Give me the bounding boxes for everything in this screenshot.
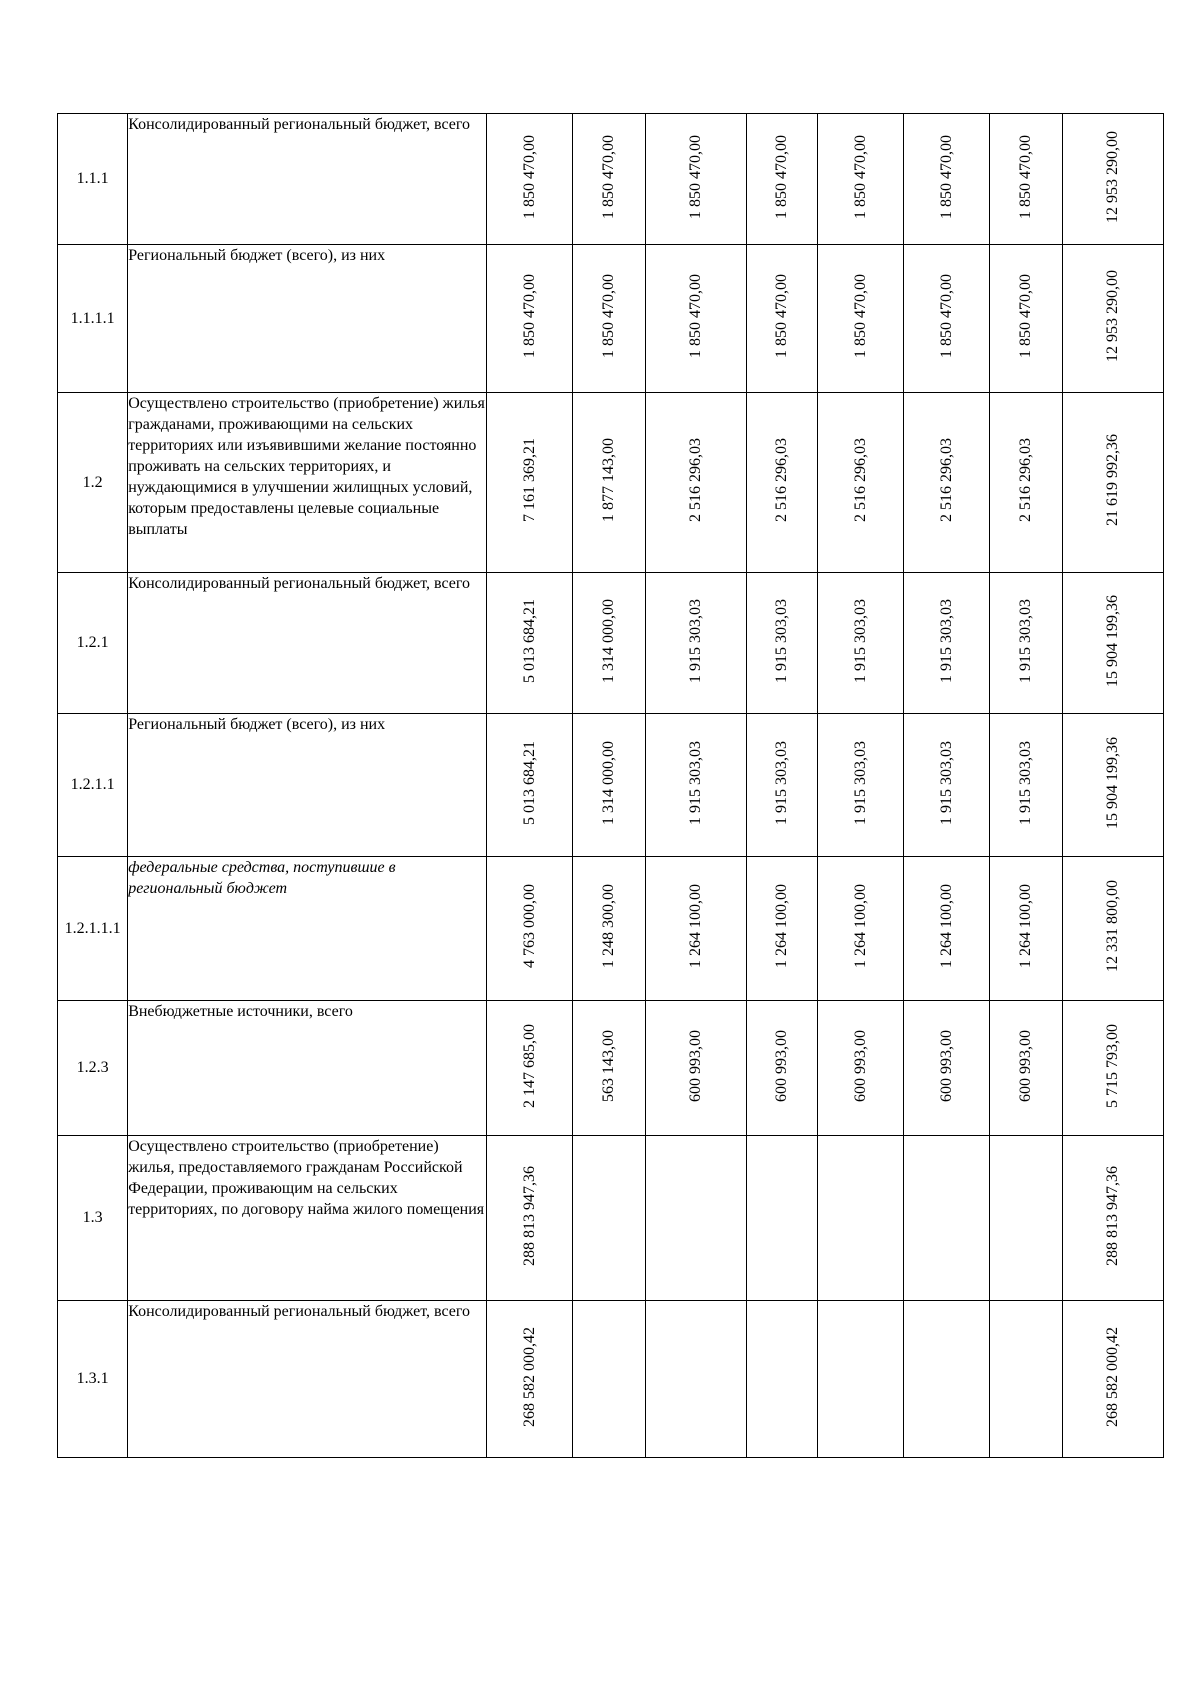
value-text: 1 915 303,03 xyxy=(937,740,955,825)
value-cell xyxy=(990,714,1062,857)
value-text: 1 264 100,00 xyxy=(772,884,790,968)
value-cell xyxy=(645,114,746,245)
value-cell xyxy=(746,245,817,393)
value-cell xyxy=(904,1301,990,1458)
value-text: 1 915 303,03 xyxy=(851,598,869,683)
row-description: Осуществлено строительство (приобретение) жилья, предоставляемого гражданам Российской Федерации, проживающим на сельских территориях, по договору найма жилого помещения xyxy=(128,1136,487,1301)
value-text: 563 143,00 xyxy=(599,1029,617,1102)
row-description: Осуществлено строительство (приобретение) жилья гражданами, проживающими на сельских территориях или изъявившими желание постоянно проживать на сельских территориях, и нуждающимися в улучшении жилищных условий, которым предоставлены целевые социальные выплаты xyxy=(128,393,487,573)
value-cell xyxy=(645,393,746,573)
value-text: 2 516 296,03 xyxy=(686,438,704,522)
value-cell xyxy=(487,1301,573,1458)
value-cell xyxy=(990,245,1062,393)
row-code: 1.1.1.1 xyxy=(58,245,128,393)
value-cell xyxy=(1062,1136,1163,1301)
table-row xyxy=(58,245,1164,393)
value-text: 268 582 000,42 xyxy=(520,1326,538,1427)
value-text: 1 915 303,03 xyxy=(851,740,869,825)
value-cell xyxy=(573,245,645,393)
value-cell xyxy=(645,714,746,857)
table-row xyxy=(58,573,1164,714)
value-cell xyxy=(1062,393,1163,573)
value-text: 1 915 303,03 xyxy=(1017,740,1035,825)
value-text: 12 953 290,00 xyxy=(1103,130,1121,223)
value-cell xyxy=(573,393,645,573)
value-text: 1 850 470,00 xyxy=(851,274,869,358)
value-text: 15 904 199,36 xyxy=(1103,594,1121,687)
value-text: 12 953 290,00 xyxy=(1103,270,1121,362)
value-cell xyxy=(487,114,573,245)
value-text: 2 516 296,03 xyxy=(851,438,869,522)
value-cell xyxy=(904,245,990,393)
value-text: 2 147 685,00 xyxy=(520,1023,538,1108)
value-cell xyxy=(904,1001,990,1136)
value-text: 1 264 100,00 xyxy=(686,884,704,968)
value-cell xyxy=(487,393,573,573)
value-cell xyxy=(645,245,746,393)
table-row xyxy=(58,1136,1164,1301)
value-cell xyxy=(1062,245,1163,393)
value-cell xyxy=(990,1136,1062,1301)
value-text: 1 915 303,03 xyxy=(772,740,790,825)
value-cell xyxy=(573,114,645,245)
value-text: 1 850 470,00 xyxy=(686,134,704,219)
value-cell xyxy=(1062,1301,1163,1458)
value-cell xyxy=(487,245,573,393)
value-text: 288 813 947,36 xyxy=(520,1165,538,1266)
value-cell xyxy=(645,857,746,1001)
row-code: 1.1.1 xyxy=(58,114,128,245)
row-description: Консолидированный региональный бюджет, всего xyxy=(128,573,487,714)
value-cell xyxy=(487,1001,573,1136)
value-text: 600 993,00 xyxy=(772,1029,790,1102)
row-description: Консолидированный региональный бюджет, всего xyxy=(128,1301,487,1458)
value-text: 1 915 303,03 xyxy=(1017,598,1035,683)
value-text: 1 850 470,00 xyxy=(772,274,790,358)
value-cell xyxy=(818,1301,904,1458)
value-text: 1 850 470,00 xyxy=(599,274,617,358)
row-code: 1.2.3 xyxy=(58,1001,128,1136)
value-text: 1 264 100,00 xyxy=(851,884,869,968)
row-code: 1.3.1 xyxy=(58,1301,128,1458)
value-text: 600 993,00 xyxy=(851,1029,869,1102)
value-text: 1 248 300,00 xyxy=(599,884,617,968)
row-description: Региональный бюджет (всего), из них xyxy=(128,245,487,393)
value-cell xyxy=(990,1301,1062,1458)
value-text: 1 850 470,00 xyxy=(686,274,704,358)
value-cell xyxy=(573,1001,645,1136)
value-text: 1 877 143,00 xyxy=(599,438,617,522)
value-cell xyxy=(818,1001,904,1136)
value-cell xyxy=(573,1136,645,1301)
value-cell xyxy=(645,1136,746,1301)
value-cell xyxy=(818,1136,904,1301)
table-row xyxy=(58,857,1164,1001)
table-row xyxy=(58,114,1164,245)
value-text: 2 516 296,03 xyxy=(772,438,790,522)
value-cell xyxy=(487,857,573,1001)
row-code: 1.2.1 xyxy=(58,573,128,714)
value-cell xyxy=(904,393,990,573)
value-text: 1 915 303,03 xyxy=(937,598,955,683)
value-cell xyxy=(746,1001,817,1136)
value-text: 5 013 684,21 xyxy=(520,598,538,683)
value-cell xyxy=(746,1136,817,1301)
table-row xyxy=(58,714,1164,857)
value-text: 1 915 303,03 xyxy=(686,598,704,683)
value-text: 1 850 470,00 xyxy=(1017,134,1035,219)
value-cell xyxy=(1062,714,1163,857)
value-cell xyxy=(990,114,1062,245)
value-text: 5 013 684,21 xyxy=(520,740,538,825)
value-cell xyxy=(645,573,746,714)
row-code: 1.2.1.1.1 xyxy=(58,857,128,1001)
table-row xyxy=(58,1001,1164,1136)
budget-table xyxy=(57,113,1164,1458)
value-cell xyxy=(818,857,904,1001)
value-text: 1 264 100,00 xyxy=(937,884,955,968)
value-text: 1 314 000,00 xyxy=(599,740,617,825)
value-text: 1 850 470,00 xyxy=(937,134,955,219)
value-text: 1 850 470,00 xyxy=(937,274,955,358)
value-cell xyxy=(487,1136,573,1301)
value-text: 600 993,00 xyxy=(1017,1029,1035,1102)
value-text: 21 619 992,36 xyxy=(1103,434,1121,526)
value-text: 1 314 000,00 xyxy=(599,598,617,683)
value-text: 1 850 470,00 xyxy=(520,274,538,358)
value-cell xyxy=(904,573,990,714)
table-row xyxy=(58,393,1164,573)
value-text: 1 850 470,00 xyxy=(851,134,869,219)
value-cell xyxy=(487,714,573,857)
value-text: 7 161 369,21 xyxy=(520,438,538,522)
value-cell xyxy=(645,1301,746,1458)
value-cell xyxy=(1062,573,1163,714)
value-text: 5 715 793,00 xyxy=(1103,1023,1121,1108)
row-code: 1.3 xyxy=(58,1136,128,1301)
row-code: 1.2 xyxy=(58,393,128,573)
value-cell xyxy=(818,393,904,573)
value-text: 12 331 800,00 xyxy=(1103,880,1121,972)
value-cell xyxy=(904,114,990,245)
value-cell xyxy=(818,714,904,857)
value-text: 1 850 470,00 xyxy=(599,134,617,219)
value-cell xyxy=(990,1001,1062,1136)
table-row xyxy=(58,1301,1164,1458)
value-cell xyxy=(487,573,573,714)
value-cell xyxy=(1062,1001,1163,1136)
value-cell xyxy=(818,245,904,393)
value-cell xyxy=(990,393,1062,573)
value-text: 268 582 000,42 xyxy=(1103,1326,1121,1427)
value-cell xyxy=(818,114,904,245)
value-cell xyxy=(904,1136,990,1301)
value-cell xyxy=(645,1001,746,1136)
value-cell xyxy=(573,714,645,857)
value-cell xyxy=(990,573,1062,714)
value-text: 288 813 947,36 xyxy=(1103,1165,1121,1266)
value-text: 1 915 303,03 xyxy=(772,598,790,683)
value-text: 1 264 100,00 xyxy=(1017,884,1035,968)
value-text: 600 993,00 xyxy=(937,1029,955,1102)
value-cell xyxy=(904,857,990,1001)
value-text: 15 904 199,36 xyxy=(1103,736,1121,829)
value-cell xyxy=(904,714,990,857)
value-text: 1 850 470,00 xyxy=(772,134,790,219)
row-description: федеральные средства, поступившие в региональный бюджет xyxy=(128,857,487,1001)
value-cell xyxy=(746,1301,817,1458)
value-cell xyxy=(746,857,817,1001)
value-cell xyxy=(746,114,817,245)
value-cell xyxy=(1062,857,1163,1001)
value-cell xyxy=(818,573,904,714)
value-cell xyxy=(746,573,817,714)
value-text: 1 850 470,00 xyxy=(520,134,538,219)
value-cell xyxy=(573,573,645,714)
value-cell xyxy=(990,857,1062,1001)
value-text: 600 993,00 xyxy=(686,1029,704,1102)
table-body xyxy=(58,114,1164,1458)
value-cell xyxy=(573,857,645,1001)
value-cell xyxy=(1062,114,1163,245)
value-cell xyxy=(746,714,817,857)
value-cell xyxy=(746,393,817,573)
row-description: Региональный бюджет (всего), из них xyxy=(128,714,487,857)
value-text: 1 850 470,00 xyxy=(1017,274,1035,358)
value-cell xyxy=(573,1301,645,1458)
value-text: 2 516 296,03 xyxy=(937,438,955,522)
value-text: 2 516 296,03 xyxy=(1017,438,1035,522)
row-description: Внебюджетные источники, всего xyxy=(128,1001,487,1136)
row-code: 1.2.1.1 xyxy=(58,714,128,857)
value-text: 4 763 000,00 xyxy=(520,884,538,968)
value-text: 1 915 303,03 xyxy=(686,740,704,825)
row-description: Консолидированный региональный бюджет, всего xyxy=(128,114,487,245)
